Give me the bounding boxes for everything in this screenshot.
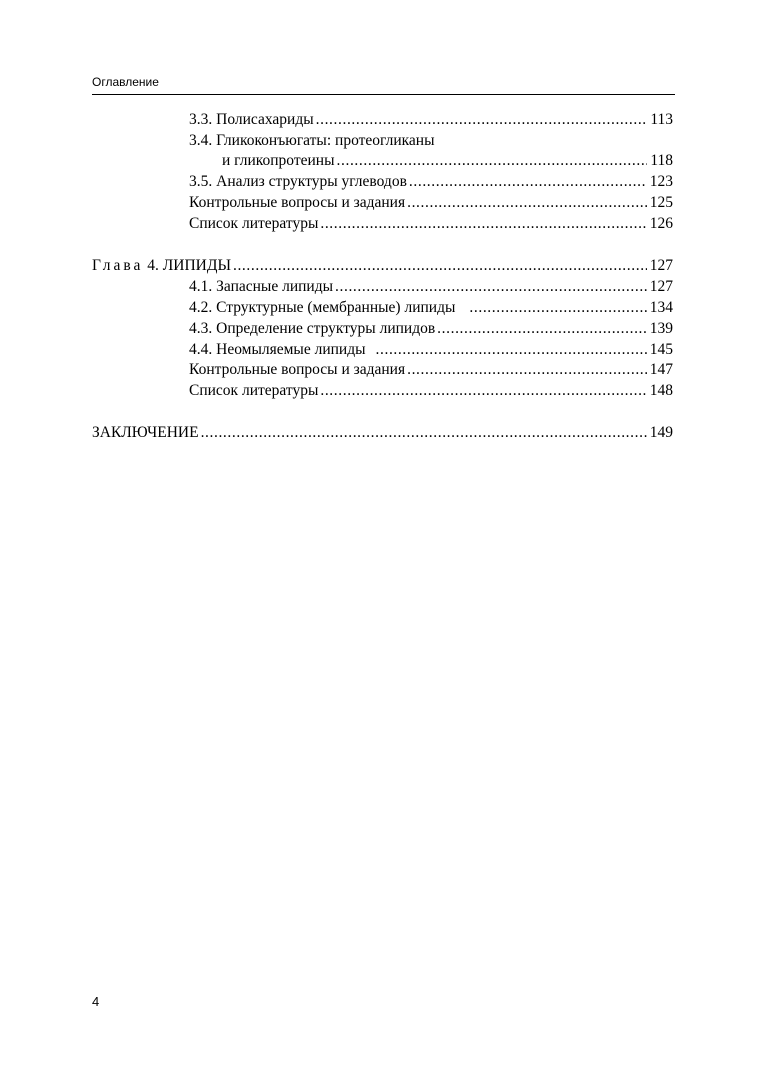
toc-entry-ch4-questions[interactable] bbox=[189, 360, 673, 380]
toc-entry-3-4-line1[interactable] bbox=[189, 131, 673, 151]
toc-conclusion[interactable] bbox=[92, 423, 673, 443]
toc-entry-page: 145 bbox=[649, 341, 673, 358]
toc-entry-label: Контрольные вопросы и задания bbox=[189, 194, 406, 211]
toc-leader-dots bbox=[437, 319, 647, 339]
toc-leader-dots bbox=[320, 381, 646, 401]
toc-entry-3-5[interactable] bbox=[189, 172, 673, 192]
toc-entry-label: 4.1. Запасные липиды bbox=[189, 278, 334, 295]
toc-entry-4-1[interactable] bbox=[189, 277, 673, 297]
toc-entry-label: Контрольные вопросы и задания bbox=[189, 361, 406, 378]
toc-entry-page: 125 bbox=[649, 194, 673, 211]
toc-chapter-4[interactable] bbox=[92, 256, 673, 276]
toc-entry-page: 118 bbox=[650, 152, 673, 169]
toc-entry-label: 4.4. Неомыляемые липиды bbox=[189, 341, 366, 358]
toc-entry-page: 113 bbox=[650, 111, 673, 128]
toc-entry-label: Список литературы bbox=[189, 215, 319, 232]
toc-entry-label: 3.5. Анализ структуры углеводов bbox=[189, 173, 407, 190]
toc-chapter-label: 4. ЛИПИДЫ bbox=[143, 257, 231, 274]
toc-leader-dots bbox=[376, 340, 647, 360]
toc-entry-ch3-questions[interactable] bbox=[189, 193, 673, 213]
toc-chapter-prefix: Глава bbox=[92, 257, 144, 274]
toc-entry-page: 127 bbox=[649, 278, 673, 295]
toc-leader-dots bbox=[316, 110, 648, 130]
toc-entry-page: 147 bbox=[649, 361, 673, 378]
toc-entry-ch4-references[interactable] bbox=[189, 381, 673, 401]
toc-entry-label: 3.4. Гликоконъюгаты: протеогликаны bbox=[189, 132, 435, 149]
toc-entry-page: 126 bbox=[649, 215, 673, 232]
toc-entry-label: 4.2. Структурные (мембранные) липиды bbox=[189, 299, 456, 316]
toc-entry-4-3[interactable] bbox=[189, 319, 673, 339]
toc-entry-4-2[interactable] bbox=[189, 298, 673, 318]
toc-entry-page: 123 bbox=[649, 173, 673, 190]
toc-entry-label: 4.3. Определение структуры липидов bbox=[189, 320, 436, 337]
toc-entry-ch3-references[interactable] bbox=[189, 214, 673, 234]
toc-leader-dots bbox=[469, 298, 646, 318]
toc-entry-page: 134 bbox=[649, 299, 673, 316]
running-header bbox=[92, 72, 675, 95]
toc-leader-dots bbox=[335, 277, 647, 297]
toc-entry-page: 139 bbox=[649, 320, 673, 337]
toc-entry-label: 3.3. Полисахариды bbox=[189, 111, 314, 128]
toc-entry-page: 127 bbox=[649, 257, 673, 274]
toc-entry-page: 148 bbox=[649, 382, 673, 399]
toc-leader-dots bbox=[233, 256, 647, 276]
toc-leader-dots bbox=[407, 360, 647, 380]
toc-leader-dots bbox=[407, 193, 647, 213]
running-header-title: Оглавление bbox=[92, 75, 159, 89]
toc-entry-label: Список литературы bbox=[189, 382, 319, 399]
page-number: 4 bbox=[92, 994, 100, 1009]
toc-entry-3-4-line2[interactable] bbox=[222, 151, 673, 171]
toc-leader-dots bbox=[201, 423, 647, 443]
toc-leader-dots bbox=[337, 151, 648, 171]
toc-leader-dots bbox=[409, 172, 647, 192]
toc-entry-label: ЗАКЛЮЧЕНИЕ bbox=[92, 424, 199, 441]
toc-leader-dots bbox=[320, 214, 646, 234]
toc-entry-4-4[interactable] bbox=[189, 340, 673, 360]
toc-entry-3-3[interactable] bbox=[189, 110, 673, 130]
toc-entry-page: 149 bbox=[649, 424, 673, 441]
toc-entry-label-continued: и гликопротеины bbox=[222, 152, 335, 169]
